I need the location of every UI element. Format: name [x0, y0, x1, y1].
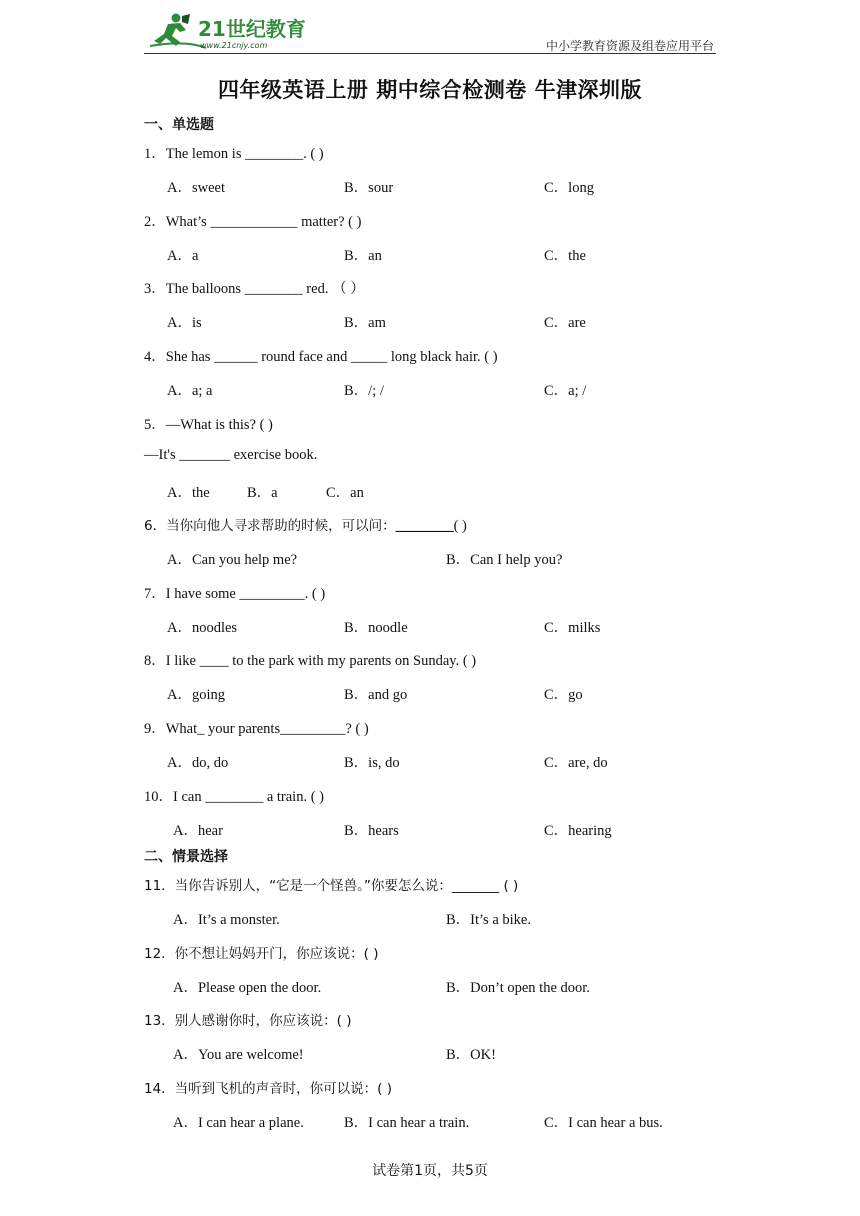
question-9-option-a: A．do, do: [167, 755, 229, 771]
question-2-stem: 2．What’s ____________ matter? ( ): [144, 214, 362, 230]
question-12-option-b: B．Don’t open the door.: [446, 980, 590, 996]
question-5-option-a: A．the: [167, 485, 210, 501]
question-4-stem: 4．She has ______ round face and _____ long black hair. ( ): [144, 349, 498, 365]
question-1-option-c: C．long: [544, 180, 594, 196]
question-9-stem: 9．What_ your parents_________? ( ): [144, 721, 369, 737]
question-4-option-a: A．a; a: [167, 383, 213, 399]
question-10-option-c: C．hearing: [544, 823, 612, 839]
question-9-option-c: C．are, do: [544, 755, 608, 771]
question-5-stem: 5．—What is this? ( ): [144, 417, 273, 433]
question-3-stem: 3．The balloons ________ red. （ ）: [144, 281, 365, 297]
question-10-stem: 10．I can ________ a train. ( ): [144, 789, 324, 805]
section-heading-1: 一、单选题: [144, 117, 214, 133]
question-6-stem-text: 6．当你向他人寻求帮助的时候，可以问：: [144, 518, 396, 534]
page-title: 四年级英语上册 期中综合检测卷 牛津深圳版: [217, 78, 643, 102]
question-10-option-a: A．hear: [173, 823, 223, 839]
question-10-option-b: B．hears: [344, 823, 399, 839]
question-2-option-c: C．the: [544, 248, 586, 264]
question-6-option-b: B．Can I help you?: [446, 552, 563, 568]
question-11-stem: 11．当你告诉别人，“它是一个怪兽。”你要怎么说：_______ ( ): [144, 878, 519, 894]
question-9-option-b: B．is, do: [344, 755, 400, 771]
page-footer: 试卷第1页，共5页: [372, 1163, 488, 1179]
question-2-option-b: B．an: [344, 248, 382, 264]
question-6-blank: ________: [395, 518, 454, 534]
question-1-stem: 1．The lemon is ________. ( ): [144, 146, 324, 162]
question-5-line-2: —It's _______ exercise book.: [144, 447, 318, 463]
question-8-option-c: C．go: [544, 687, 583, 703]
question-6-stem: [144, 514, 467, 535]
question-1-option-b: B．sour: [344, 180, 394, 196]
question-4-option-b: B．/; /: [344, 383, 384, 399]
question-7-option-a: A．noodles: [167, 620, 238, 636]
header-divider: [144, 53, 716, 54]
question-3-option-b: B．am: [344, 315, 386, 331]
logo: [146, 10, 316, 52]
site-name: 中小学教育资源及组卷应用平台: [545, 39, 714, 53]
logo-text: 21世纪教育: [198, 17, 306, 41]
question-13-option-b: B．OK!: [446, 1047, 496, 1063]
question-11-option-a: A．It’s a monster.: [173, 912, 280, 928]
question-13-stem: 13．别人感谢你时，你应该说：( ): [144, 1013, 352, 1029]
logo-runner-icon: [146, 10, 316, 52]
question-7-stem: 7．I have some _________. ( ): [144, 586, 326, 602]
question-12-option-a: A．Please open the door.: [173, 980, 322, 996]
question-8-stem: 8．I like ____ to the park with my parents on Sunday. ( ): [144, 653, 477, 669]
question-12-stem: 12．你不想让妈妈开门，你应该说：( ): [144, 946, 379, 962]
question-7-option-b: B．noodle: [344, 620, 408, 636]
question-5-option-b: B．a: [247, 485, 278, 501]
question-8-option-a: A．going: [167, 687, 225, 703]
question-7-option-c: C．milks: [544, 620, 601, 636]
question-5-option-c: C．an: [326, 485, 364, 501]
question-6-paren: ( ): [453, 518, 467, 534]
question-3-option-c: C．are: [544, 315, 586, 331]
question-14-stem: 14．当听到飞机的声音时，你可以说：( ): [144, 1081, 393, 1097]
question-1-option-a: A．sweet: [167, 180, 225, 196]
section-heading-2: 二、情景选择: [144, 849, 228, 865]
question-14-option-a: A．I can hear a plane.: [173, 1115, 304, 1131]
question-14-option-c: C．I can hear a bus.: [544, 1115, 663, 1131]
question-2-option-a: A．a: [167, 248, 199, 264]
question-14-option-b: B．I can hear a train.: [344, 1115, 470, 1131]
question-11-option-b: B．It’s a bike.: [446, 912, 531, 928]
question-4-option-c: C．a; /: [544, 383, 587, 399]
question-8-option-b: B．and go: [344, 687, 408, 703]
question-6-option-a: A．Can you help me?: [167, 552, 298, 568]
question-13-option-a: A．You are welcome!: [173, 1047, 304, 1063]
logo-url: www.21cnjy.com: [200, 41, 268, 50]
question-3-option-a: A．is: [167, 315, 202, 331]
